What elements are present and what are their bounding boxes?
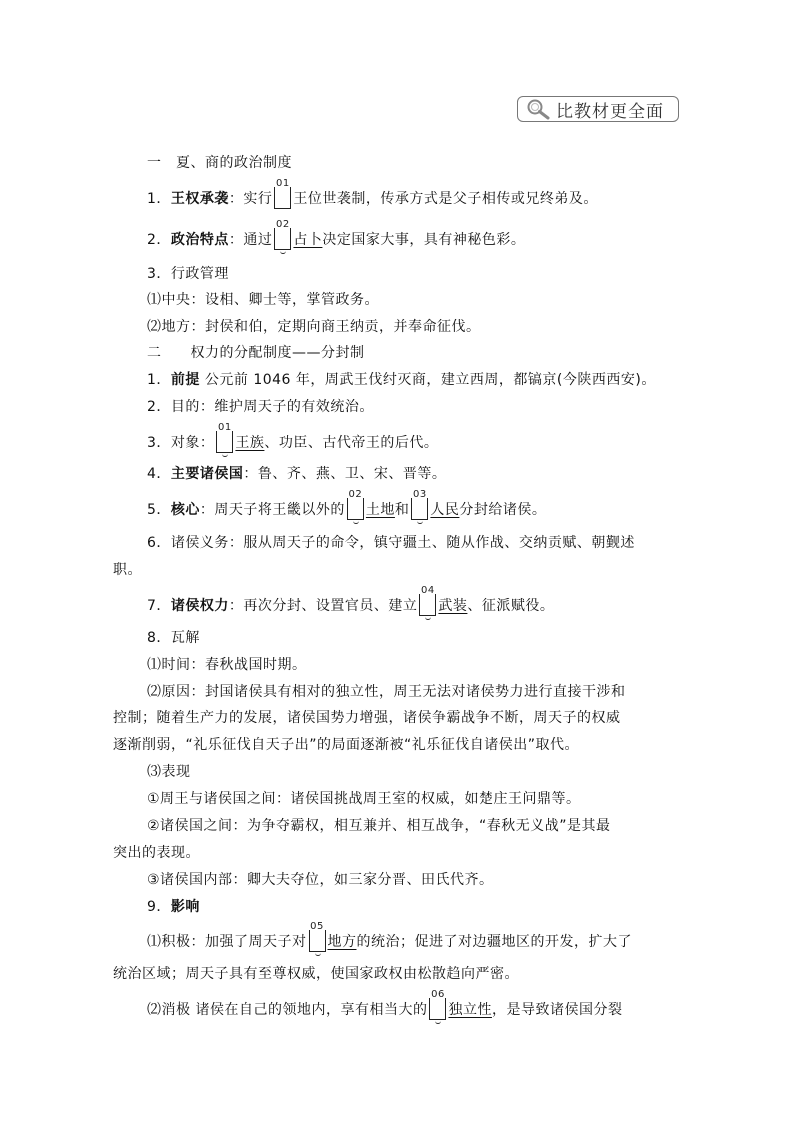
header-badge [517, 96, 679, 122]
answer-mark-tick [425, 616, 431, 620]
section-1-item-2 [147, 219, 526, 250]
section-1-item-3 [147, 264, 229, 284]
item-term: 政治特点 [170, 232, 229, 248]
item-term: 核心 [170, 502, 200, 518]
item-text: ：周天子将王畿以外的 [199, 502, 345, 518]
section-2-item-8c2: ②诸侯国之间：为争夺霸权，相互兼并、相互战争，“春秋无义战”是其最 [147, 818, 611, 834]
item-text: 的统治；促进了对边疆地区的开发，扩大了 [356, 934, 632, 950]
section-2-item-9a [147, 921, 632, 952]
section-2-item-7 [147, 585, 555, 616]
item-term: 影响 [170, 899, 200, 915]
item-number: 9． [147, 899, 171, 915]
section-2-item-8c3: ③诸侯国内部：卿大夫夺位，如三家分晋、田氏代齐。 [147, 872, 494, 888]
item-number: 1． [147, 191, 171, 207]
answer-mark [347, 489, 364, 520]
answer-text: 人民 [430, 502, 460, 518]
item-number: 2． [147, 399, 171, 415]
item-text: ：通过 [228, 232, 273, 248]
answer-mark-tick [435, 1020, 441, 1024]
item-text: 、征派赋役。 [467, 598, 555, 614]
section-2-item-8a: ⑴时间：春秋战国时期。 [147, 657, 307, 673]
item-number: 6． [147, 535, 171, 551]
section-2-item-9b [147, 989, 623, 1020]
item-text: 公元前 1046 年，周武王伐纣灭商，建立西周，都镐京(今陕西西安)。 [199, 372, 656, 388]
magnifier-icon [526, 98, 552, 120]
item-number: 3． [147, 435, 171, 451]
section-1-item-1 [147, 178, 598, 209]
answer-text: 王族 [235, 435, 265, 451]
answer-mark-number: 05 [310, 921, 324, 932]
section-2-item-8b: ⑵原因：封国诸侯具有相对的独立性，周王无法对诸侯势力进行直接干涉和 [147, 684, 626, 700]
section-2-item-6 [147, 533, 635, 553]
answer-mark-tick [353, 520, 359, 524]
item-term: 主要诸侯国 [170, 466, 244, 482]
item-text: ，是导致诸侯国分裂 [491, 1002, 623, 1018]
item-text: 目的：维护周天子的有效统治。 [170, 399, 374, 415]
item-number: 3． [147, 266, 171, 282]
item-text: 和 [394, 502, 410, 518]
section-1-item-3b: ⑵地方：封侯和伯，定期向商王纳贡，并奉命征伐。 [147, 319, 481, 335]
section-2-item-5 [147, 489, 547, 520]
answer-text: 武装 [438, 598, 468, 614]
answer-text: 独立性 [448, 1002, 492, 1018]
section-2-item-8c: ⑶表现 [147, 764, 191, 780]
item-term: 前提 [170, 372, 200, 388]
header-label: 比教材更全面 [556, 101, 664, 122]
answer-mark-number: 01 [218, 422, 232, 433]
answer-text: 占卜 [293, 232, 323, 248]
answer-mark-tick [222, 453, 228, 457]
answer-mark [429, 989, 446, 1020]
item-number: 4． [147, 466, 171, 482]
section-2-item-3 [147, 422, 439, 453]
item-text: ⑵消极 诸侯在自己的领地内，享有相当大的 [147, 1002, 428, 1018]
section-2-item-6-cont: 职。 [113, 562, 142, 578]
answer-mark-number: 02 [276, 219, 290, 230]
section-1-title: 一 夏、商的政治制度 [147, 155, 292, 171]
answer-mark-number: 06 [431, 989, 445, 1000]
answer-text: 土地 [365, 502, 395, 518]
item-number: 2． [147, 232, 171, 248]
item-term: 王权承袭 [170, 191, 229, 207]
section-2-item-8c1: ①周王与诸侯国之间：诸侯国挑战周王室的权威，如楚庄王问鼎等。 [147, 791, 581, 807]
answer-mark [411, 489, 428, 520]
item-text: 决定国家大事，具有神秘色彩。 [322, 232, 526, 248]
item-number: 8． [147, 630, 171, 646]
section-2-item-9 [147, 897, 200, 917]
item-text: ：鲁、齐、燕、卫、宋、晋等。 [243, 466, 447, 482]
item-number: 7． [147, 598, 171, 614]
section-2-item-4 [147, 464, 446, 484]
answer-mark-number: 03 [413, 489, 427, 500]
item-text: 对象： [170, 435, 215, 451]
item-number: 5． [147, 502, 171, 518]
section-1-item-3a: ⑴中央：设相、卿士等，掌管政务。 [147, 292, 379, 308]
section-2-item-1 [147, 370, 656, 390]
section-2-item-2 [147, 397, 374, 417]
section-2-title: 二 权力的分配制度——分封制 [147, 345, 365, 361]
item-text: 、功臣、古代帝王的后代。 [264, 435, 439, 451]
item-text: 分封给诸侯。 [459, 502, 547, 518]
item-text: 瓦解 [170, 630, 200, 646]
answer-mark [274, 219, 291, 250]
answer-mark-tick [417, 520, 423, 524]
section-2-item-8b-cont2: 逐渐削弱，“礼乐征伐自天子出”的局面逐渐被“礼乐征伐自诸侯出”取代。 [113, 737, 580, 753]
item-text: 王位世袭制，传承方式是父子相传或兄终弟及。 [293, 191, 598, 207]
item-text: 诸侯义务：服从周天子的命令，镇守疆土、随从作战、交纳贡赋、朝觐述 [170, 535, 635, 551]
item-number: 1． [147, 372, 171, 388]
answer-mark [216, 422, 233, 453]
item-text: 行政管理 [170, 266, 229, 282]
answer-mark-number: 04 [421, 585, 435, 596]
item-text: ⑴积极：加强了周天子对 [147, 934, 307, 950]
answer-mark-tick [280, 250, 286, 254]
section-2-item-8b-cont1: 控制；随着生产力的发展，诸侯国势力增强，诸侯争霸战争不断，周天子的权威 [113, 710, 621, 726]
item-text: ：实行 [228, 191, 273, 207]
item-term: 诸侯权力 [170, 598, 229, 614]
answer-mark-number: 01 [276, 178, 290, 189]
answer-text: 地方 [327, 934, 357, 950]
item-text: ：再次分封、设置官员、建立 [228, 598, 418, 614]
answer-mark [274, 178, 291, 209]
section-2-item-9a-cont: 统治区域；周天子具有至尊权威，使国家政权由松散趋向严密。 [113, 966, 519, 982]
answer-mark [309, 921, 326, 952]
section-2-item-8c2-cont: 突出的表现。 [113, 845, 200, 861]
answer-mark-number: 02 [348, 489, 363, 500]
answer-mark-tick [315, 952, 321, 956]
answer-mark [419, 585, 436, 616]
section-2-item-8 [147, 628, 200, 648]
